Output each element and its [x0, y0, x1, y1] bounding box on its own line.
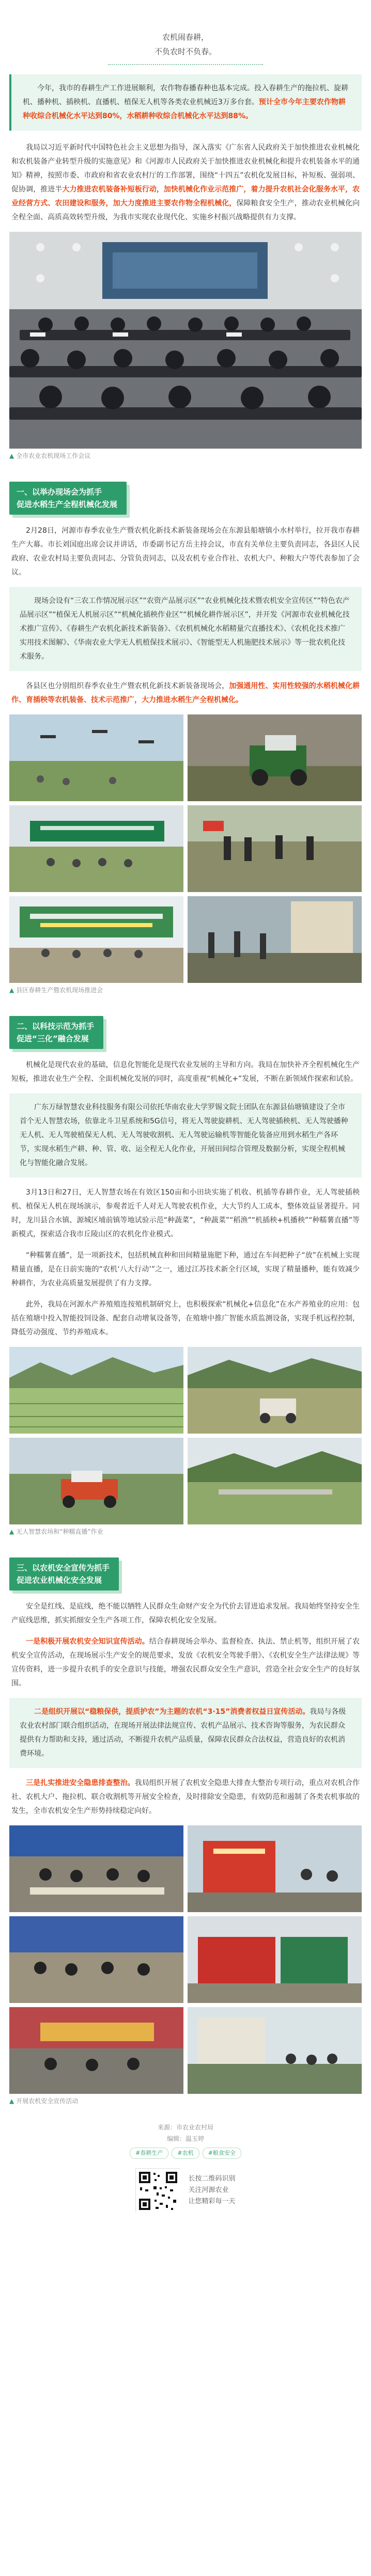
- section-3-heading: [9, 1557, 119, 1591]
- qr-section: [0, 2168, 371, 2213]
- photo-meeting-hall: [9, 232, 362, 449]
- caption-arrow-icon: ▲: [9, 2097, 14, 2105]
- grid3-image-3: [9, 1916, 183, 2003]
- qr-line-3: 让您精彩每一天: [188, 2198, 236, 2205]
- grid2-image-4: [188, 1438, 362, 1524]
- paragraph-1-tail: 保障粮食安全生产，推动农业机械化向全程全面、高质高效转型升级，为我市实现农业现代化、实施乡村振兴战略提供有力支撑。: [11, 199, 360, 221]
- paragraph-10: 安全是红线、是底线，绝不能以牺牲人民群众生命财产安全为代价去冒进追求发展。我局始终坚持安全生产底线思维，抓实抓细安全生产各项工作，保障农机化安全发展。: [11, 1602, 360, 1625]
- grid1-image-5: [9, 896, 183, 983]
- opening-poem: [0, 0, 371, 59]
- source-line: 来源：市农业农村局: [157, 2124, 213, 2131]
- tag-row: [0, 2148, 371, 2159]
- intro-text: 今年，我市的春耕生产工作进展顺利，农作物春播春种也基本完成。投入春耕生产的拖拉机、旋耕机、播种机、插秧机、直播机、植保无人机等各类农业机械近3万多台套。: [23, 84, 348, 106]
- grid2-image-3: [9, 1438, 183, 1524]
- qr-code-icon[interactable]: [135, 2168, 180, 2213]
- grid1-image-1: [9, 714, 183, 801]
- paragraph-11: [9, 1635, 362, 1691]
- caption-arrow-icon: ▲: [9, 1528, 14, 1535]
- grid1-image-3: [9, 805, 183, 892]
- meeting-hall-image: [9, 232, 362, 449]
- paragraph-4-text: 各县区也分别组织春季农业生产暨农机化新技术新装备现场会，: [26, 682, 229, 690]
- paragraph-13-highlight: 三是扎实推进安全隐患排查整治。: [26, 1779, 135, 1787]
- grid3-image-4: [188, 1916, 362, 2003]
- grid-1-caption: ▲ 县区春耕生产暨农机现场推进会: [9, 987, 103, 994]
- paragraph-9: 此外，我局在河源水产养殖殖连按殖机制研究上，也积极探索“机械化+信息化”在水产养殖业的应用：包括在殖塘中投入智能投饲设备、配套自动增氧设备等，在殖塘中推广智能水质监测设备，实现手机远程控制，降低劳动强度、节约养殖成本。: [11, 1300, 360, 1337]
- qr-line-2: 关注河源农业: [188, 2186, 229, 2194]
- editor-line: 编辑：温玉婷: [166, 2135, 204, 2142]
- intro-highlight: 预计全市今年主要农作物耕种收综合机械化水平达到80%，水稻耕种收综合机械化水平达到88%。: [23, 98, 346, 120]
- photo-1-caption: ▲ 全市农业农机现场工作会议: [9, 452, 91, 459]
- grid-2-caption: ▲ 无人智慧农场和“种糯直播”作业: [9, 1528, 103, 1535]
- photo-grid-smart-farm: [9, 1347, 362, 1524]
- qr-line-1: 长按二维码识别: [188, 2175, 236, 2183]
- section-1-heading: [9, 482, 127, 515]
- paragraph-4-highlight: 加强通用性、实用性较强的水稻机械化耕作、育插秧等农机装备、技术示范推广，大力推进水稻生产全程机械化。: [11, 682, 360, 704]
- section-2-title-line-2: 促进“三化”融合发展: [17, 1034, 89, 1043]
- paragraph-12-highlight: 二是组织开展以“稳粮保供，提质护农”为主题的农机“3·15”消费者权益日宣传活动。: [34, 1708, 310, 1716]
- grid1-image-2: [188, 714, 362, 801]
- paragraph-2: 2月28日，河源市春季农业生产暨农机化新技术新装备现场会在东源县船塘镇小水村举行，拉开我市春耕生产大幕。市长刘国庭出席会议并讲话，市委副书记方岳主持会议，市直有关单位主要负责同志，各县区人民政府、农业农村局主要负责同志、分管负责同志，以及农机专业合作社、农机大户、种粮大户等代表参加了会议。: [11, 527, 360, 577]
- grid2-image-2: [188, 1347, 362, 1434]
- paragraph-4: [9, 679, 362, 707]
- grid3-image-5: [9, 2007, 183, 2094]
- paragraph-13-text: 我局组织开展了农机安全隐患大排查大整治专项行动，重点对农机合作社、农机大户、拖拉机、联合收割机等开展安全检查，及时排除安全隐患，有效防范和遏制了各类农机事故的发生，全市农机安全生产形势持续稳定向好。: [11, 1779, 360, 1815]
- section-1-title-line-1: 一、以举办现场会为抓手: [17, 487, 102, 497]
- paragraph-11-text: 结合春耕现场会举办、监督检查、执法、禁止机等，组织开展了农机安全宣传活动，在现场展示生产安全的规范要求，发放《农机安全驾驶手册》、《农机安全生产法律法规》等宣传资料，进一步提升农机手的安全意识与技能，增强农民群众安全生产意识，营造全社会安全生产的良好氛围。: [11, 1637, 360, 1688]
- poem-line-2: 不负农时不负春。: [154, 47, 217, 56]
- paragraph-8: “种糯薯直播”，是一项新技术，包括机械直种和田间精量施肥下种，通过在车间把种子“放”在机械上实现精量直播，是在日前实施的“农机‘八大行动’”之一，通过江苏技术新全行区域，实现了精量播种，能有效减少种耕作，为农业高质量发展提供了有力支撑。: [11, 1251, 360, 1287]
- grid3-image-1: [9, 1825, 183, 1912]
- qr-caption: [188, 2173, 235, 2207]
- grid3-image-6: [188, 2007, 362, 2094]
- paragraph-5: 机械化是现代农业的基础，信息化智能化是现代农业发展的主导和方向。我局在加快补齐全程机械化生产短板，推进农业生产全程、全面机械化发展的同时，高度重视“机械化+”发展，不断在新领域作探索和试验。: [11, 1061, 360, 1083]
- tag-1[interactable]: #春耕生产: [130, 2148, 168, 2159]
- paragraph-6-box: [9, 1093, 362, 1178]
- intro-summary-box: [9, 74, 362, 131]
- paragraph-3-text: 现场会设有“三农工作情况展示区”“农资产品展示区”“农业机械化技术暨农机安全宣传区”“特色农产品展示区”“植保无人机展示区”“机械化插秧作业区”“机械化耕作展示区”，并开发《河源市农业机械化技术推广宣传》、《春耕生产农机化新技术新装备》、《农机机械化水稻精量穴直播技术》、《农机化技术推广实用技术图解》、《华南农业大学无人机植保技术展示》、《智能型无人机施肥技术展示》等一批农机化技术服务。: [20, 597, 350, 661]
- grid1-image-4: [188, 805, 362, 892]
- paragraph-6-text: 广东万绿智慧农业科技服务有限公司依托华南农业大学罗锡文院士团队在东源县仙塘镇建设了全市首个无人智慧农场，依靠北斗卫星系统和5G信号，将无人驾驶旋耕机、无人驾驶插秧机、无人驾驶播种无人机、无人驾驶植保无人机、无人驾驶收割机、无人驾驶运输机等智能化装备应用到水稻生产各环节，实现水稻生产耕、种、管、收、运全程无人化作业，开展田间综合管理及数据分析，实现全程机械化与智能化融合发展。: [20, 1103, 348, 1167]
- paragraph-12-box: [9, 1698, 362, 1768]
- caption-arrow-icon: ▲: [9, 452, 14, 459]
- paragraph-3-box: [9, 587, 362, 671]
- grid1-image-6: [188, 896, 362, 983]
- section-2-title-line-1: 二、以科技示范为抓手: [17, 1022, 95, 1031]
- photo-grid-county-meetings: [9, 714, 362, 983]
- paragraph-12-text: 我局与各级农业农村部门联合组织活动，在现场开展法律法规宣传、农机产品展示、技术咨询等服务，为农民群众提供有力帮助和支持，通过活动，不断提升农机产品质量，保障农民群众合法权益，营造良好的农机消费环境。: [20, 1708, 346, 1758]
- caption-arrow-icon: ▲: [9, 987, 14, 994]
- grid2-image-1: [9, 1347, 183, 1434]
- paragraph-1-text: 我局以习近平新时代中国特色社会主义思想为指导，深入落实《广东省人民政府关于加快推进农业机械化和农机装备产业转型升级的实施意见》和《河源市人民政府关于加快推进农业机械化和提升农机装备水平的通知》精神，按照市委、市政府和省农业农村厅的工作部署，围绕“十四五”农机化发展目标，补短板、强弱项、促协调，推进半: [11, 144, 360, 194]
- paragraph-1-highlight: 大力推进农机装备补短板行动，加快机械化作业示范推广，着力提升农机社会化服务水平，农业经营方式、农田建设和服务，加大力度推进主要农作物全程机械化，: [11, 185, 360, 208]
- section-1-title-line-2: 促进水稻生产全程机械化发展: [17, 500, 118, 509]
- grid3-image-2: [188, 1825, 362, 1912]
- article-footer: [0, 2122, 371, 2213]
- paragraph-1: [9, 141, 362, 225]
- poem-divider: [108, 64, 263, 65]
- tag-3[interactable]: #粮食安全: [203, 2148, 241, 2159]
- grid-3-caption: ▲ 开展农机安全宣传活动: [9, 2097, 79, 2105]
- paragraph-13: [9, 1776, 362, 1818]
- paragraph-7: 3月13日和27日，无人智慧农场在有效区150亩和小田块实施了机收、机插等春耕作业，无人驾驶插秧机、植保无人机在现场演示，参观者近千人对无人驾驶农机作业，大大节约人工成本，整体效益显著提升。同时，龙川县合水镇、源城区埔前镇等地试验示范“种蔬菜”，“种蔬菜”“稻渔”“机插秧+机播秧”“种糯薯直播”等新模式，探索适合我市丘陵山区的农机化作业模式。: [11, 1188, 360, 1238]
- section-2-heading: [9, 1016, 103, 1049]
- section-3-title-line-1: 三、以农机安全宣传为抓手: [17, 1563, 110, 1572]
- poem-line-1: 农机闹春耕，: [162, 33, 209, 42]
- tag-2[interactable]: #农机: [172, 2148, 199, 2159]
- paragraph-11-highlight: 一是积极开展农机安全知识宣传活动。: [26, 1637, 149, 1646]
- section-3-title-line-2: 促进农业机械化安全发展: [17, 1576, 102, 1585]
- photo-grid-safety-promo: [9, 1825, 362, 2094]
